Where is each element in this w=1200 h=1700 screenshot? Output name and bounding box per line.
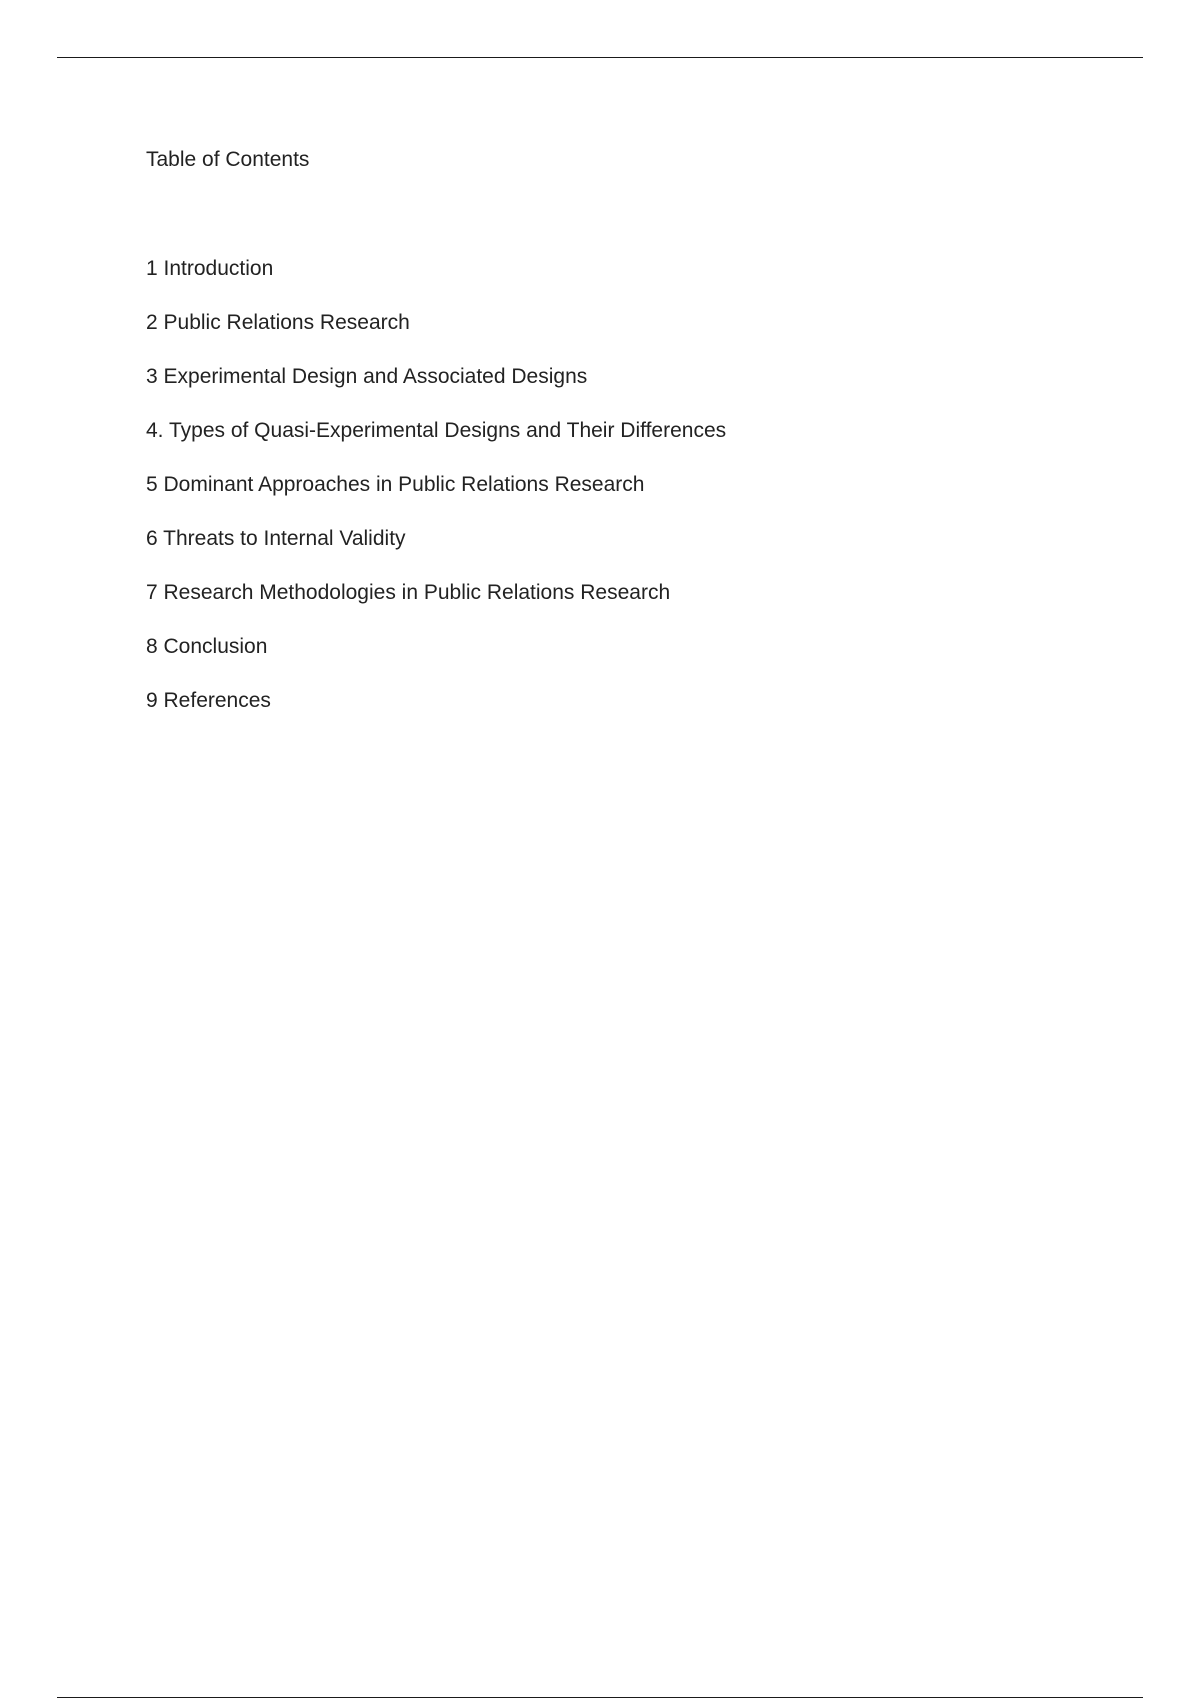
toc-entry-quasi-experimental-designs: 4. Types of Quasi-Experimental Designs and Their Differences bbox=[146, 419, 727, 442]
footer-rule bbox=[57, 1697, 1143, 1698]
toc-entry-public-relations-research: 2 Public Relations Research bbox=[146, 311, 410, 334]
header-rule bbox=[57, 57, 1143, 58]
toc-entry-threats-internal-validity: 6 Threats to Internal Validity bbox=[146, 527, 406, 550]
toc-entry-introduction: 1 Introduction bbox=[146, 257, 274, 280]
toc-entry-conclusion: 8 Conclusion bbox=[146, 635, 268, 658]
toc-list bbox=[146, 256, 726, 742]
toc-entry-experimental-design: 3 Experimental Design and Associated Designs bbox=[146, 365, 588, 388]
toc-entry-references: 9 References bbox=[146, 689, 271, 712]
toc-title: Table of Contents bbox=[146, 148, 310, 171]
toc-entry-dominant-approaches: 5 Dominant Approaches in Public Relations Research bbox=[146, 473, 645, 496]
toc-entry-research-methodologies: 7 Research Methodologies in Public Relations Research bbox=[146, 581, 671, 604]
